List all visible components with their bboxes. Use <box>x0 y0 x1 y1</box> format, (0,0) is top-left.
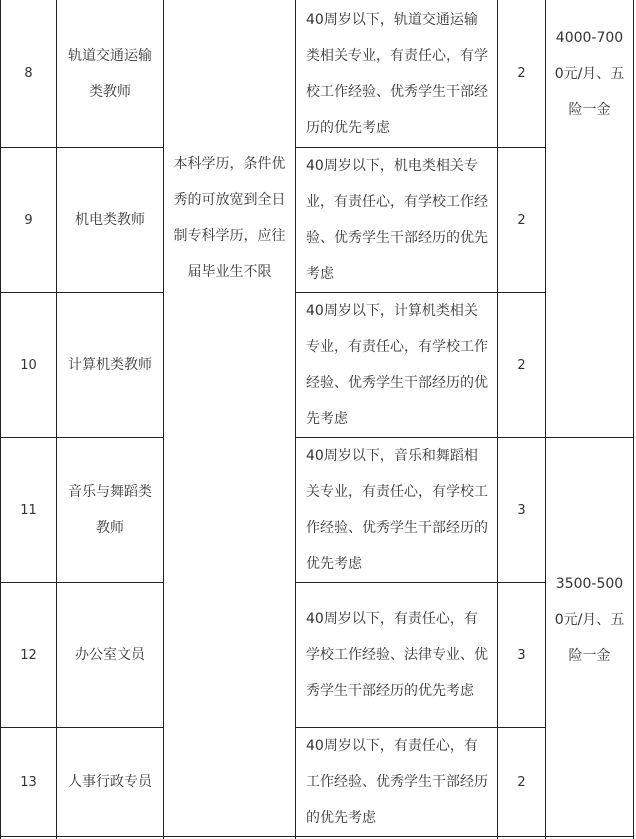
requirement-text: 40周岁以下，轨道交通运输类相关专业，有责任心，有学校工作经验、优秀学生干部经历的优先考虑 <box>306 11 488 136</box>
headcount: 3 <box>517 502 526 518</box>
row-number: 13 <box>20 774 37 790</box>
requirement-text: 40周岁以下，机电类相关专业，有责任心，有学校工作经验、优秀学生干部经历的优先考虑 <box>306 158 488 282</box>
education-text: 本科学历，条件优秀的可放宽到全日制专科学历，应往届毕业生不限 <box>173 156 286 280</box>
position-name <box>57 728 163 836</box>
row-number: 9 <box>24 212 33 228</box>
position-name <box>57 293 163 437</box>
requirement-cell <box>296 583 497 727</box>
requirement-text: 40周岁以下，计算机类相关专业，有责任心，有学校工作经验、优秀学生干部经历的优先考虑 <box>306 303 488 427</box>
position-name <box>57 0 163 147</box>
table-border-right <box>633 0 634 839</box>
row-number: 11 <box>20 502 37 518</box>
headcount: 3 <box>517 647 526 663</box>
requirement-cell <box>296 0 497 147</box>
row-number: 10 <box>20 357 37 373</box>
position-name <box>57 583 163 727</box>
table-border-bottom <box>0 836 634 837</box>
position-label: 人事行政专员 <box>68 774 152 790</box>
position-name <box>57 148 163 292</box>
requirement-cell <box>296 728 497 836</box>
row-number: 8 <box>24 66 33 81</box>
requirement-cell <box>296 293 497 437</box>
position-label: 计算机类教师 <box>68 357 152 373</box>
salary-cell <box>546 548 633 692</box>
requirement-text: 40周岁以下，有责任心，有工作经验、优秀学生干部经历的优先考虑 <box>306 738 488 826</box>
salary-text: 3500-5000元/月、五险一金 <box>554 576 625 664</box>
headcount: 2 <box>517 66 526 81</box>
headcount: 2 <box>517 357 526 373</box>
salary-cell <box>546 0 633 147</box>
requirement-cell <box>296 438 497 582</box>
headcount: 2 <box>517 212 526 228</box>
column-divider <box>163 0 164 839</box>
position-label: 办公室文员 <box>75 647 145 663</box>
position-name <box>57 438 163 582</box>
headcount: 2 <box>517 774 526 790</box>
position-label: 机电类教师 <box>75 212 145 228</box>
position-label: 音乐与舞蹈类教师 <box>68 484 152 536</box>
requirement-cell <box>296 148 497 292</box>
position-label: 轨道交通运输类教师 <box>68 47 152 100</box>
salary-text: 4000-7000元/月、五险一金 <box>554 29 625 118</box>
requirement-text: 40周岁以下，有责任心，有学校工作经验、法律专业、优秀学生干部经历的优先考虑 <box>306 611 488 699</box>
education-requirement <box>164 128 295 308</box>
row-number: 12 <box>20 647 37 663</box>
requirement-text: 40周岁以下，音乐和舞蹈相关专业，有责任心，有学校工作经验、优秀学生干部经历的优先考虑 <box>306 448 488 572</box>
